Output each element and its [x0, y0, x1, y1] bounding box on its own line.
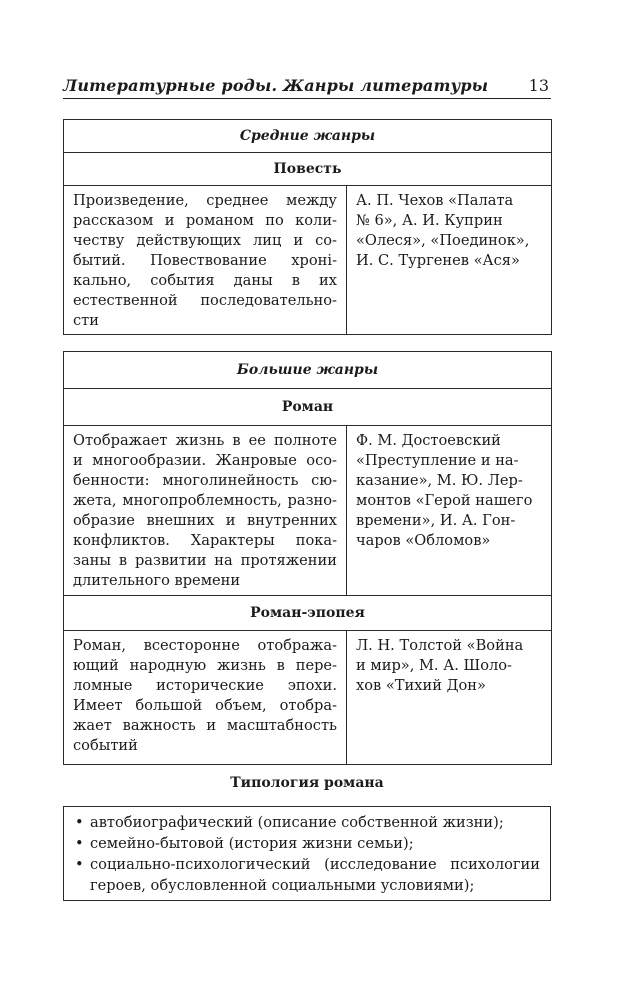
roman-description: [64, 426, 347, 596]
list-item: [75, 812, 540, 833]
large-genres-table: [63, 351, 552, 765]
povest-description: [64, 186, 347, 335]
text-line: рассказом и романом по коли-: [73, 212, 337, 229]
text-line: конфликтов. Характеры пока-: [73, 532, 337, 549]
roman-examples: [347, 426, 552, 596]
list-item-text: семейно-бытовой (история жизни семьи);: [90, 835, 414, 852]
text-line: бенности: многолинейность сю-: [73, 472, 337, 489]
typology-list-box: [63, 806, 551, 901]
text-line: Ф. М. Достоевский: [356, 432, 501, 449]
text-line: Имеет большой объем, отобра-: [73, 697, 337, 714]
text-line: казание», М. Ю. Лер-: [356, 472, 523, 489]
section-title-middle-genres: Средние жанры: [64, 120, 552, 153]
genre-title-roman: Роман: [64, 389, 552, 426]
genre-title-povest: Повесть: [64, 153, 552, 186]
text-line: А. П. Чехов «Палата: [356, 192, 514, 209]
text-line: № 6», А. И. Куприн: [356, 212, 503, 229]
list-item: [75, 833, 540, 854]
text-line: Произведение, среднее между: [73, 192, 337, 209]
text-line: бытий. Повествование хроні-: [73, 252, 337, 269]
section-title-large-genres: Большие жанры: [64, 352, 552, 389]
text-line: монтов «Герой нашего: [356, 492, 533, 509]
text-line: И. С. Тургенев «Ася»: [356, 252, 520, 269]
text-line: событий: [73, 737, 138, 754]
text-line: времени», И. А. Гон-: [356, 512, 516, 529]
roman-epopeya-examples: [347, 631, 552, 765]
genre-title-roman-epopeya: Роман-эпопея: [64, 596, 552, 631]
text-line: Л. Н. Толстой «Война: [356, 637, 524, 654]
povest-examples: [347, 186, 552, 335]
text-line: Отображает жизнь в ее полноте: [73, 432, 337, 449]
text-line: ющий народную жизнь в пере-: [73, 657, 337, 674]
text-line: длительного времени: [73, 572, 241, 589]
text-line: сти: [73, 312, 99, 329]
list-item-text: автобиографический (описание собственной жизни);: [90, 814, 504, 831]
text-line: жает важность и масштабность: [73, 717, 337, 734]
text-line: заны в развитии на протяжении: [73, 552, 337, 569]
middle-genres-table: [63, 119, 552, 335]
text-line: естественной последовательно-: [73, 292, 337, 309]
bullet-icon: •: [75, 814, 84, 831]
bullet-icon: •: [75, 835, 84, 852]
list-item: [75, 854, 540, 896]
text-line: «Олеся», «Поединок»,: [356, 232, 530, 249]
text-line: «Преступление и на-: [356, 452, 519, 469]
roman-epopeya-description: [64, 631, 347, 765]
chapter-title: Литературные роды. Жанры литературы: [63, 76, 489, 95]
text-line: ломные исторические эпохи.: [73, 677, 337, 694]
text-line: хов «Тихий Дон»: [356, 677, 486, 694]
text-line: образие внешних и внутренних: [73, 512, 337, 529]
typology-title: Типология романа: [230, 775, 384, 791]
bullet-icon: •: [75, 856, 84, 873]
text-line: Роман, всесторонне отобража-: [73, 637, 337, 654]
text-line: и мир», М. А. Шоло-: [356, 657, 512, 674]
text-line: чаров «Обломов»: [356, 532, 491, 549]
text-line: кально, события даны в их: [73, 272, 337, 289]
list-item-text: героев, обусловленной социальными условиями);: [90, 877, 475, 894]
typology-list: [75, 812, 540, 896]
text-line: и многообразии. Жанровые осо-: [73, 452, 337, 469]
page-number: 13: [528, 76, 549, 95]
text-line: жета, многопроблемность, разно-: [73, 492, 337, 509]
running-header: [63, 76, 551, 99]
list-item-text: социально-психологический (исследование психологии: [90, 856, 540, 873]
text-line: честву действующих лиц и со-: [73, 232, 337, 249]
